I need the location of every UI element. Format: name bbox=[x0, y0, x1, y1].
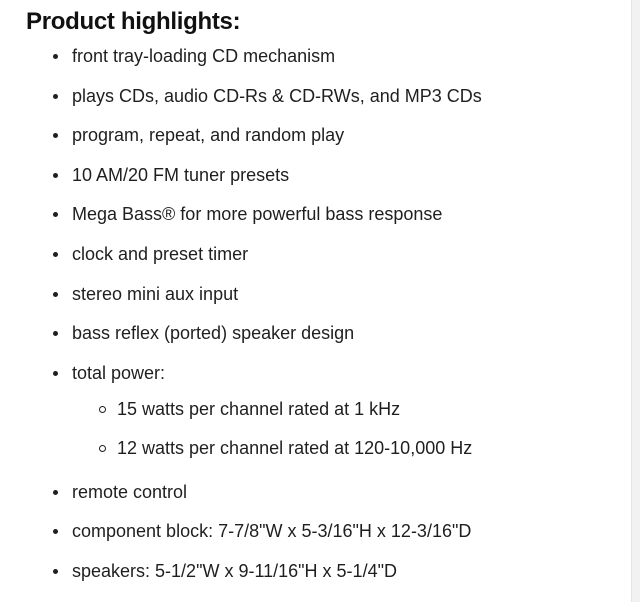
highlight-item: component block: 7-7/8"W x 5-3/16"H x 12-3/16"D bbox=[0, 516, 631, 556]
highlight-item: clock and preset timer bbox=[0, 239, 631, 279]
section-heading: Product highlights: bbox=[26, 8, 241, 35]
power-rating-item: 15 watts per channel rated at 1 kHz bbox=[72, 394, 631, 433]
highlight-item: 10 AM/20 FM tuner presets bbox=[0, 160, 631, 200]
power-rating-list bbox=[72, 394, 631, 472]
highlight-item: stereo mini aux input bbox=[0, 279, 631, 319]
highlight-item: Mega Bass® for more powerful bass response bbox=[0, 199, 631, 239]
highlight-item: bass reflex (ported) speaker design bbox=[0, 318, 631, 358]
highlight-item: remote control bbox=[0, 477, 631, 517]
power-rating-item: 12 watts per channel rated at 120-10,000 Hz bbox=[72, 433, 631, 472]
highlight-item: speakers: 5-1/2"W x 9-11/16"H x 5-1/4"D bbox=[0, 556, 631, 596]
scrollbar-track[interactable] bbox=[631, 0, 640, 602]
highlight-item: plays CDs, audio CD-Rs & CD-RWs, and MP3 CDs bbox=[0, 81, 631, 121]
highlight-item: program, repeat, and random play bbox=[0, 120, 631, 160]
highlight-item-total-power bbox=[0, 358, 631, 472]
highlights-list bbox=[0, 41, 631, 596]
total-power-label: total power: bbox=[72, 362, 166, 383]
highlight-item: front tray-loading CD mechanism bbox=[0, 41, 631, 81]
